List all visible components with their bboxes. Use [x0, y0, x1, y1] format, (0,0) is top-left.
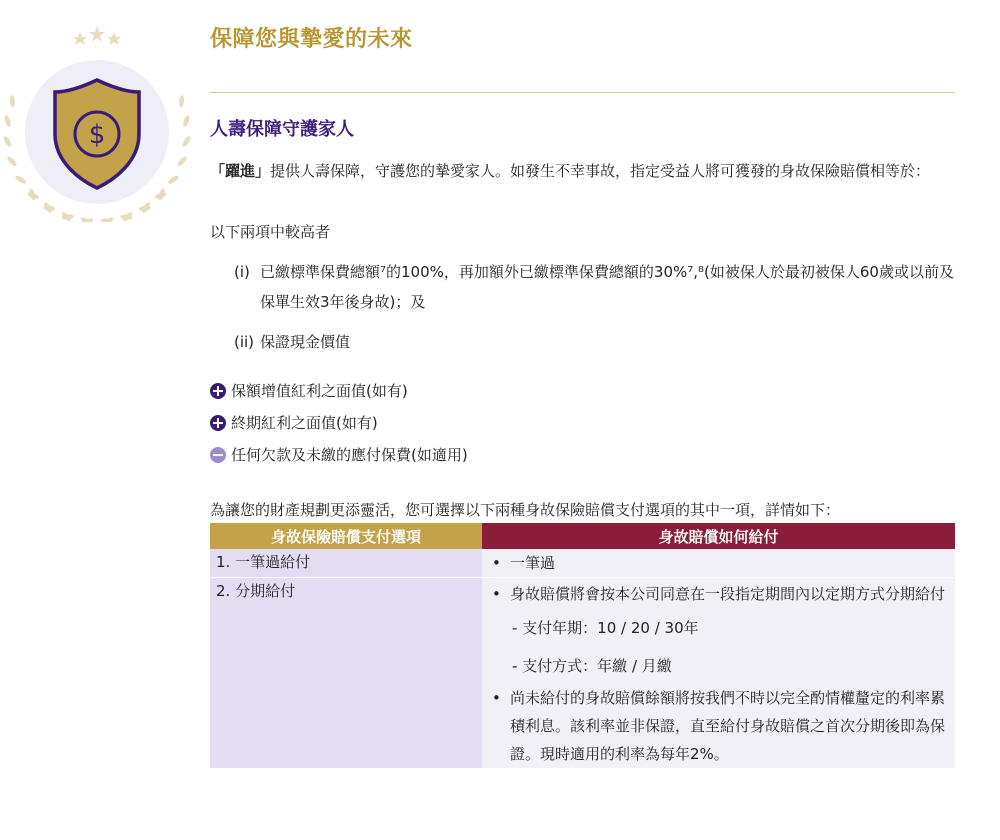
adjustment-line — [210, 407, 955, 439]
shield-dollar-emblem — [0, 22, 200, 222]
section-title: 人壽保障守護家人 — [210, 119, 354, 140]
laurel-leaf — [9, 95, 15, 107]
bullet-text: 一筆過 — [510, 554, 556, 572]
plus-icon — [210, 415, 226, 431]
laurel-leaf — [182, 115, 190, 128]
laurel-leaf — [176, 155, 188, 167]
adjustment-text: 保額增值紅利之面值(如有) — [231, 382, 408, 400]
table-row — [210, 578, 955, 769]
table-lead-text: 為讓您的財產規劃更添靈活，您可選擇以下兩種身故保險賠償支付選項的其中一項，詳情如下： — [210, 501, 841, 519]
payment-cell — [482, 549, 955, 578]
laurel-leaf — [3, 115, 11, 128]
bullet-dot-icon: • — [492, 689, 501, 707]
adjustment-text: 任何欠款及未繳的應付保費(如適用) — [231, 446, 468, 464]
main-content — [210, 18, 955, 768]
bullet-dot-icon: • — [492, 554, 501, 572]
bullet-dot-icon: • — [492, 585, 501, 603]
list-item — [210, 327, 955, 357]
sub-item: - 支付方式：年繳 / 月繳 — [512, 657, 672, 675]
table-row — [210, 549, 955, 578]
stars-icon — [73, 26, 121, 45]
table-header-payment: 身故賠償如何給付 — [482, 523, 955, 549]
intro-text: 提供人壽保障，守護您的摯愛家人。如發生不幸事故，指定受益人將可獲發的身故保險賠償相等於： — [270, 162, 931, 180]
item-number: (i) — [234, 263, 250, 281]
payment-cell — [482, 578, 955, 769]
laurel-leaf — [2, 135, 12, 148]
laurel-leaf — [6, 155, 18, 167]
payout-options-table — [210, 523, 955, 768]
higher-of-label: 以下兩項中較高者 — [210, 223, 331, 241]
dollar-sign-icon: $ — [88, 120, 106, 150]
plus-icon — [210, 383, 226, 399]
sub-item: - 支付年期：10 / 20 / 30年 — [512, 619, 699, 637]
bullet-text: 身故賠償將會按本公司同意在一段指定期間內以定期方式分期給付 — [510, 585, 946, 603]
adjustment-text: 終期紅利之面值(如有) — [231, 414, 378, 432]
minus-icon — [210, 447, 226, 463]
table-header-row — [210, 523, 955, 549]
bullet-item — [492, 549, 949, 577]
adjustment-line — [210, 375, 955, 407]
laurel-leaf — [181, 135, 191, 148]
product-name: 「躍進」 — [210, 162, 271, 180]
list-item — [210, 257, 955, 317]
bullet-text: 尚未給付的身故賠償餘額將按我們不時以完全酌情權釐定的利率累積利息。該利率並非保證，直至給付身故賠償之首次分期後即為保證。現時適用的利率為每年2%。 — [510, 689, 946, 763]
item-text: 保證現金價值 — [260, 333, 351, 351]
item-text: 已繳標準保費總額⁷的100%，再加額外已繳標準保費總額的30%⁷,⁸(如被保人於最初被保人60歲或以前及保單生效3年後身故)；及 — [260, 263, 954, 311]
item-number: (ii) — [234, 333, 255, 351]
page-title: 保障您與摯愛的未來 — [210, 27, 413, 52]
bullet-item — [492, 578, 949, 608]
option-cell: 1. 一筆過給付 — [210, 549, 482, 578]
option-cell: 2. 分期給付 — [210, 578, 482, 769]
adjustment-line — [210, 439, 955, 471]
table-header-option: 身故保險賠償支付選項 — [210, 523, 482, 549]
laurel-leaf — [14, 174, 27, 185]
intro-paragraph — [210, 157, 955, 185]
laurel-leaf — [167, 174, 180, 185]
title-divider — [210, 92, 955, 93]
laurel-leaf — [179, 95, 185, 107]
bullet-item — [492, 684, 949, 768]
